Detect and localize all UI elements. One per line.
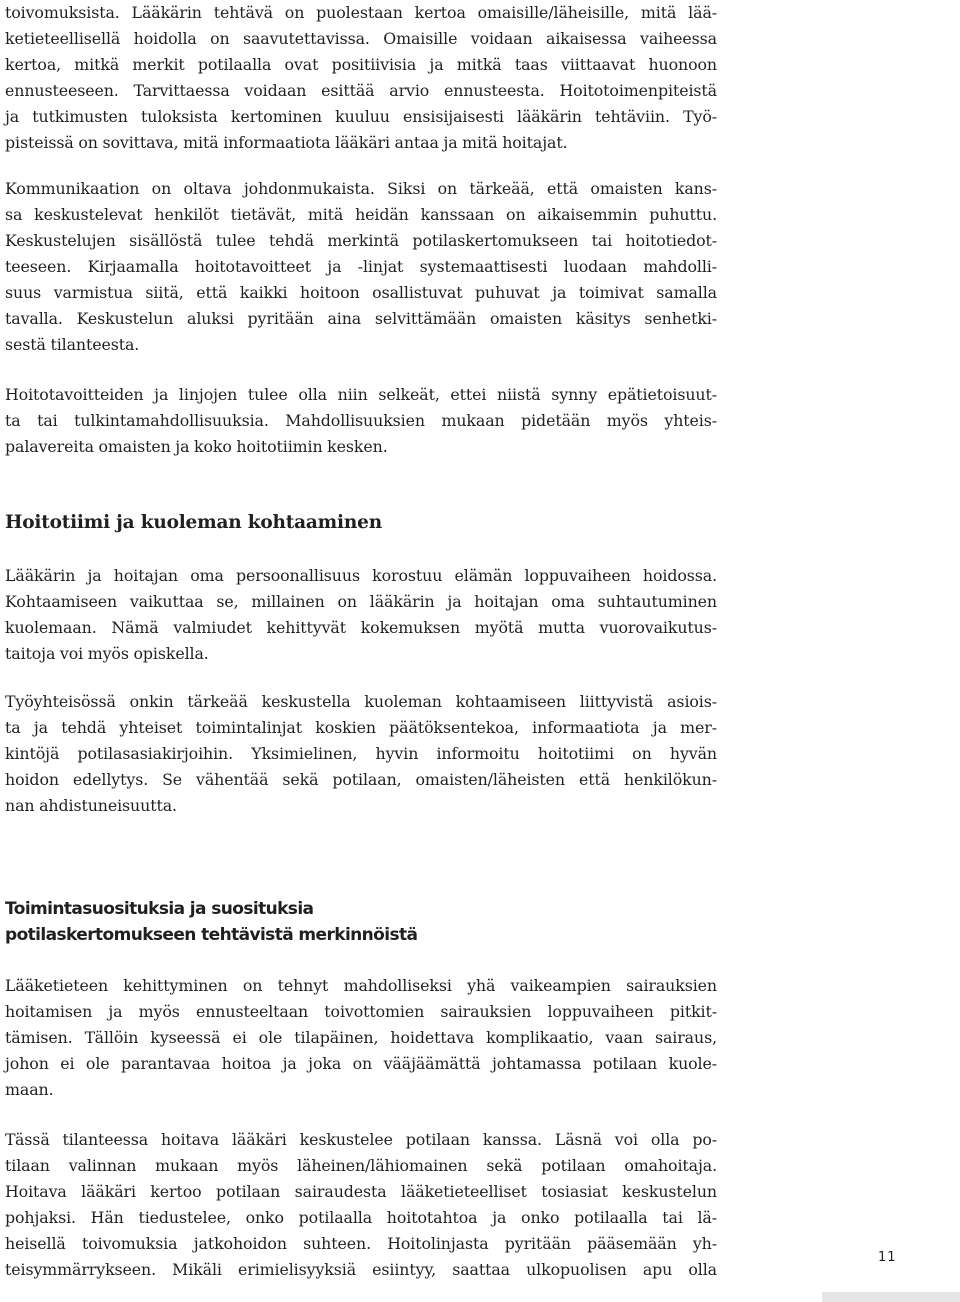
text-line: Työyhteisössä onkin tärkeää keskustella kuoleman kohtaamiseen liittyvistä asiois- <box>5 692 717 711</box>
text-line: Kommunikaation on oltava johdonmukaista. Siksi on tärkeää, että omaisten kans- <box>5 179 717 198</box>
text-line: ja tutkimusten tuloksista kertominen kuuluu ensisijaisesti lääkärin tehtäviin. Työ- <box>5 107 717 126</box>
text-line: johon ei ole parantavaa hoitoa ja joka on vääjäämättä johtamassa potilaan kuole- <box>5 1054 717 1073</box>
text-line: Lääketieteen kehittyminen on tehnyt mahdolliseksi yhä vaikeampien sairauksien <box>5 976 717 995</box>
text-line: Lääkärin ja hoitajan oma persoonallisuus korostuu elämän loppuvaiheen hoidossa. <box>5 566 717 585</box>
text-line: ennusteeseen. Tarvittaessa voidaan esittää arvio ennusteesta. Hoitotoimenpiteistä <box>5 81 717 100</box>
text-line: maan. <box>5 1080 54 1099</box>
text-line: sa keskustelevat henkilöt tietävät, mitä heidän kanssaan on aikaisemmin puhuttu. <box>5 205 717 224</box>
text-line: pisteissä on sovittava, mitä informaatiota lääkäri antaa ja mitä hoitajat. <box>5 133 568 152</box>
text-line: teeseen. Kirjaamalla hoitotavoitteet ja -linjat systemaattisesti luodaan mahdolli- <box>5 257 717 276</box>
paragraph <box>5 689 717 819</box>
paragraph-3 <box>5 382 717 460</box>
paragraph <box>5 0 717 156</box>
paragraph-2 <box>5 176 717 358</box>
text-line: kintöjä potilasasiakirjoihin. Yksimielinen, hyvin informoitu hoitotiimi on hyvän <box>5 744 717 763</box>
text-line: Tässä tilanteessa hoitava lääkäri keskustelee potilaan kanssa. Läsnä voi olla po- <box>5 1130 717 1149</box>
section-heading: Hoitotiimi ja kuoleman kohtaaminen <box>5 512 382 533</box>
text-line: hoidon edellytys. Se vähentää sekä potilaan, omaisten/läheisten että henkilökun- <box>5 770 717 789</box>
heading-line: potilaskertomukseen tehtävistä merkinnöistä <box>5 925 418 945</box>
paragraph-5 <box>5 689 717 819</box>
paragraph <box>5 176 717 358</box>
text-line: taitoja voi myös opiskella. <box>5 644 209 663</box>
heading-line: Toimintasuosituksia ja suosituksia <box>5 899 314 919</box>
text-line: ta tai tulkintamahdollisuuksia. Mahdollisuuksien mukaan pidetään myös yhteis- <box>5 411 717 430</box>
text-line: Kohtaamiseen vaikuttaa se, millainen on lääkärin ja hoitajan oma suhtautuminen <box>5 592 717 611</box>
paragraph <box>5 1127 717 1283</box>
text-line: tilaan valinnan mukaan myös läheinen/lähiomainen sekä potilaan omahoitaja. <box>5 1156 717 1175</box>
paragraph <box>5 382 717 460</box>
paragraph <box>5 563 717 667</box>
text-line: sestä tilanteesta. <box>5 335 140 354</box>
text-line: Hoitava lääkäri kertoo potilaan sairaudesta lääketieteelliset tosiasiat keskustelun <box>5 1182 717 1201</box>
text-line: kuolemaan. Nämä valmiudet kehittyvät kokemuksen myötä mutta vuorovaikutus- <box>5 618 717 637</box>
text-line: hoitamisen ja myös ennusteeltaan toivottomien sairauksien loppuvaiheen pitkit- <box>5 1002 717 1021</box>
text-line: nan ahdistuneisuutta. <box>5 796 177 815</box>
text-line: toivomuksista. Lääkärin tehtävä on puolestaan kertoa omaisille/läheisille, mitä lää- <box>5 3 717 22</box>
paragraph-6 <box>5 973 717 1103</box>
paragraph-7 <box>5 1127 717 1283</box>
text-line: pohjaksi. Hän tiedustelee, onko potilaalla hoitotahtoa ja onko potilaalla tai lä- <box>5 1208 717 1227</box>
paragraph-4 <box>5 563 717 667</box>
page-corner-decoration <box>822 1292 960 1302</box>
paragraph-1 <box>5 0 717 156</box>
text-line: suus varmistua siitä, että kaikki hoitoon osallistuvat puhuvat ja toimivat samalla <box>5 283 717 302</box>
text-line: ta ja tehdä yhteiset toimintalinjat koskien päätöksentekoa, informaatiota ja mer- <box>5 718 717 737</box>
text-line: Keskustelujen sisällöstä tulee tehdä merkintä potilaskertomukseen tai hoitotiedot- <box>5 231 717 250</box>
text-line: heisellä toivomuksia jatkohoidon suhteen. Hoitolinjasta pyritään pääsemään yh- <box>5 1234 717 1253</box>
text-line: palavereita omaisten ja koko hoitotiimin kesken. <box>5 437 388 456</box>
paragraph <box>5 973 717 1103</box>
text-line: teisymmärrykseen. Mikäli erimielisyyksiä esiintyy, saattaa ulkopuolisen apu olla <box>5 1260 717 1279</box>
text-line: kertoa, mitkä merkit potilaalla ovat positiivisia ja mitkä taas viittaavat huonoon <box>5 55 717 74</box>
text-line: tavalla. Keskustelun aluksi pyritään aina selvittämään omaisten käsitys senhetki- <box>5 309 717 328</box>
text-line: Hoitotavoitteiden ja linjojen tulee olla niin selkeät, ettei niistä synny epätietoisuut- <box>5 385 717 404</box>
section-heading <box>5 896 417 948</box>
text-line: tämisen. Tällöin kyseessä ei ole tilapäinen, hoidettava komplikaatio, vaan sairaus, <box>5 1028 717 1047</box>
text-line: ketieteellisellä hoidolla on saavutettavissa. Omaisille voidaan aikaisessa vaiheessa <box>5 29 717 48</box>
page-number: 11 <box>878 1250 897 1265</box>
